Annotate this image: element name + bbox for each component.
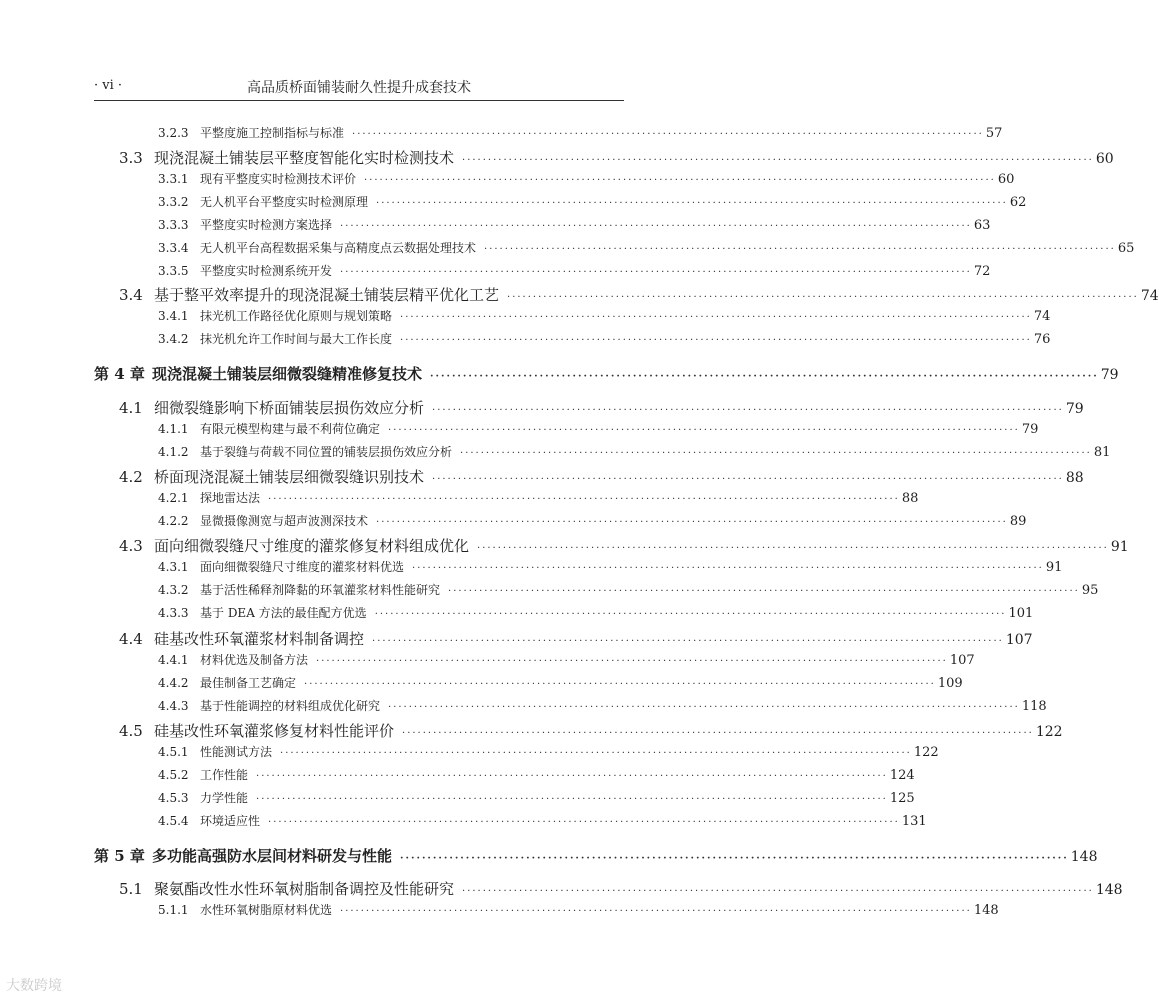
toc-entry-number: 3.3.3 [158,218,189,232]
toc-subsection-row [158,558,1063,575]
toc-entry-title: 无人机平台高程数据采集与高精度点云数据处理技术 [200,241,477,255]
toc-dot-leader: ·························································································································· [372,636,1004,647]
toc-entry-number: 4.3.2 [158,583,189,597]
toc-dot-leader: ·························································································································· [352,129,984,140]
toc-dot-leader: ·························································································································· [402,728,1034,739]
toc-subsection-row [158,901,999,918]
toc-dot-leader: ·························································································································· [507,292,1139,303]
toc-dot-leader: ·························································································································· [340,221,972,232]
toc-subsection-row [158,674,963,691]
toc-entry-page: 101 [1008,606,1034,621]
toc-entry-page: 131 [901,814,927,829]
toc-entry-number: 5.1 [119,880,143,898]
toc-entry-number: 3.4.2 [158,332,189,346]
toc-entry-number: 4.5.1 [158,745,189,759]
toc-subsection-row [158,581,1099,598]
toc-section-row [119,397,1084,418]
toc-entry-number: 3.2.3 [158,126,189,140]
toc-entry-title: 基于活性稀释剂降黏的环氧灌浆材料性能研究 [200,583,441,597]
toc-entry-page: 88 [901,491,919,506]
toc-entry-title: 现有平整度实时检测技术评价 [200,172,357,186]
toc-subsection-row [158,239,1135,256]
toc-dot-leader: ·························································································································· [462,886,1094,897]
toc-entry-page: 72 [973,264,991,279]
toc-subsection-row [158,443,1111,460]
toc-entry-title: 基于裂缝与荷载不同位置的铺装层损伤效应分析 [200,445,453,459]
toc-entry-title: 现浇混凝土铺装层平整度智能化实时检测技术 [154,149,455,167]
toc-chapter-row [94,363,1119,384]
toc-entry-page: 89 [1009,514,1027,529]
toc-entry-page: 148 [1070,849,1098,865]
toc-entry-title: 多功能高强防水层间材料研发与性能 [152,847,393,865]
toc-subsection-row [158,812,927,829]
toc-entry-page: 60 [1095,151,1114,167]
toc-entry-title: 硅基改性环氧灌浆修复材料性能评价 [154,722,395,740]
toc-entry-page: 63 [973,218,991,233]
toc-entry-number: 3.3.1 [158,172,189,186]
toc-dot-leader: ·························································································································· [268,494,900,505]
toc-dot-leader: ·························································································································· [400,335,1032,346]
toc-entry-number: 3.3.2 [158,195,189,209]
toc-dot-leader: ·························································································································· [400,312,1032,323]
toc-dot-leader: ·························································································································· [477,543,1109,554]
toc-entry-number: 4.1 [119,399,143,417]
toc-chapter-row [94,845,1098,866]
toc-entry-page: 122 [1035,724,1063,740]
toc-entry-title: 聚氨酯改性水性环氧树脂制备调控及性能研究 [154,880,455,898]
toc-dot-leader: ·························································································································· [280,748,912,759]
toc-entry-page: 122 [913,745,939,760]
toc-entry-title: 平整度实时检测方案选择 [200,218,333,232]
toc-entry-title: 最佳制备工艺确定 [200,676,297,690]
toc-dot-leader: ·························································································································· [400,853,1069,864]
toc-entry-number: 4.5.3 [158,791,189,805]
toc-entry-title: 抹光机工作路径优化原则与规划策略 [200,309,393,323]
toc-entry-number: 4.4.2 [158,676,189,690]
toc-entry-title: 性能测试方法 [200,745,273,759]
toc-dot-leader: ·························································································································· [256,794,888,805]
toc-entry-page: 79 [1021,422,1039,437]
toc-entry-page: 91 [1045,560,1063,575]
toc-entry-number: 4.2.1 [158,491,189,505]
toc-subsection-row [158,789,915,806]
toc-dot-leader: ·························································································································· [460,448,1092,459]
toc-dot-leader: ·························································································································· [256,771,888,782]
toc-entry-page: 148 [973,903,999,918]
toc-entry-number: 4.4 [119,630,143,648]
toc-subsection-row [158,420,1039,437]
toc-entry-number: 4.3 [119,537,143,555]
toc-entry-page: 118 [1021,699,1047,714]
toc-entry-page: 107 [949,653,975,668]
toc-entry-title: 工作性能 [200,768,249,782]
toc-entry-title: 基于整平效率提升的现浇混凝土铺装层精平优化工艺 [154,286,500,304]
toc-dot-leader: ·························································································································· [448,586,1080,597]
toc-section-row [119,535,1129,556]
toc-section-row [119,147,1114,168]
toc-subsection-row [158,766,915,783]
toc-entry-number: 4.4.1 [158,653,189,667]
toc-entry-page: 109 [937,676,963,691]
toc-entry-title: 桥面现浇混凝土铺装层细微裂缝识别技术 [154,468,425,486]
toc-subsection-row [158,604,1034,621]
toc-entry-title: 平整度施工控制指标与标准 [200,126,345,140]
toc-subsection-row [158,697,1047,714]
toc-dot-leader: ·························································································································· [432,474,1064,485]
toc-subsection-row [158,216,991,233]
toc-dot-leader: ·························································································································· [376,517,1008,528]
toc-entry-title: 面向细微裂缝尺寸维度的灌浆材料优选 [200,560,405,574]
toc-dot-leader: ·························································································································· [432,405,1064,416]
toc-entry-number: 4.5.4 [158,814,189,828]
toc-section-row [119,466,1084,487]
toc-entry-page: 81 [1093,445,1111,460]
toc-dot-leader: ·························································································································· [462,155,1094,166]
toc-entry-title: 基于 DEA 方法的最佳配方优选 [200,606,367,620]
toc-entry-page: 60 [997,172,1015,187]
toc-entry-page: 74 [1140,288,1159,304]
toc-entry-title: 力学性能 [200,791,249,805]
toc-entry-title: 材料优选及制备方法 [200,653,309,667]
toc-entry-number: 4.1.2 [158,445,189,459]
toc-entry-number: 4.4.3 [158,699,189,713]
toc-section-row [119,284,1159,305]
toc-entry-number: 4.2.2 [158,514,189,528]
toc-entry-title: 平整度实时检测系统开发 [200,264,333,278]
toc-dot-leader: ·························································································································· [374,609,1007,620]
toc-entry-number: 4.3.3 [158,606,189,620]
toc-entry-title: 抹光机允许工作时间与最大工作长度 [200,332,393,346]
toc-subsection-row [158,193,1027,210]
toc-entry-page: 79 [1065,401,1084,417]
toc-entry-page: 76 [1033,332,1051,347]
toc-entry-number: 4.2 [119,468,143,486]
toc-subsection-row [158,330,1051,347]
toc-entry-title: 环境适应性 [200,814,261,828]
toc-dot-leader: ·························································································································· [376,198,1008,209]
toc-section-row [119,878,1123,899]
toc-subsection-row [158,489,919,506]
running-title: 高品质桥面铺装耐久性提升成套技术 [247,80,471,96]
toc-entry-page: 62 [1009,195,1027,210]
toc-dot-leader: ·························································································································· [484,244,1116,255]
toc-entry-title: 探地雷达法 [200,491,261,505]
toc-entry-number: 3.4 [119,286,143,304]
toc-entry-number: 3.4.1 [158,309,189,323]
toc-entry-page: 88 [1065,470,1084,486]
toc-entry-page: 79 [1100,367,1119,383]
toc-subsection-row [158,512,1027,529]
toc-entry-number: 第 5 章 [94,847,145,865]
toc-section-row [119,720,1063,741]
toc-dot-leader: ·························································································································· [304,679,936,690]
toc-entry-title: 现浇混凝土铺装层细微裂缝精准修复技术 [152,365,423,383]
toc-dot-leader: ·························································································································· [316,656,948,667]
toc-entry-number: 4.1.1 [158,422,189,436]
toc-subsection-row [158,307,1051,324]
toc-entry-number: 4.3.1 [158,560,189,574]
toc-entry-page: 125 [889,791,915,806]
toc-entry-page: 65 [1117,241,1135,256]
toc-entry-title: 细微裂缝影响下桥面铺装层损伤效应分析 [154,399,425,417]
toc-entry-number: 3.3.5 [158,264,189,278]
toc-subsection-row [158,124,1003,141]
toc-dot-leader: ·························································································································· [340,906,972,917]
toc-section-row [119,628,1033,649]
toc-entry-title: 显微摄像测宽与超声波测深技术 [200,514,369,528]
toc-entry-title: 面向细微裂缝尺寸维度的灌浆修复材料组成优化 [154,537,470,555]
toc-entry-number: 3.3.4 [158,241,189,255]
toc-entry-number: 4.5 [119,722,143,740]
toc-entry-page: 95 [1081,583,1099,598]
toc-entry-title: 有限元模型构建与最不利荷位确定 [200,422,381,436]
toc-entry-number: 4.5.2 [158,768,189,782]
toc-entry-number: 3.3 [119,149,143,167]
toc-subsection-row [158,651,975,668]
toc-entry-number: 第 4 章 [94,365,145,383]
toc-subsection-row [158,262,991,279]
toc-dot-leader: ·························································································································· [340,267,972,278]
toc-entry-title: 基于性能调控的材料组成优化研究 [200,699,381,713]
toc-entry-page: 107 [1005,632,1033,648]
toc-entry-title: 硅基改性环氧灌浆材料制备调控 [154,630,365,648]
toc-dot-leader: ·························································································································· [388,425,1020,436]
toc-entry-page: 74 [1033,309,1051,324]
toc-dot-leader: ·························································································································· [364,175,996,186]
watermark: 大数跨境 [6,978,62,994]
toc-dot-leader: ·························································································································· [388,702,1020,713]
toc-entry-page: 124 [889,768,915,783]
toc-entry-title: 水性环氧树脂原材料优选 [200,903,333,917]
toc-entry-title: 无人机平台平整度实时检测原理 [200,195,369,209]
toc-entry-page: 57 [985,126,1003,141]
page-number: · vi · [94,78,123,93]
toc-dot-leader: ·························································································································· [412,563,1044,574]
toc-subsection-row [158,170,1015,187]
toc-subsection-row [158,743,939,760]
toc-entry-page: 148 [1095,882,1123,898]
toc-dot-leader: ·························································································································· [268,817,900,828]
toc-dot-leader: ·························································································································· [430,371,1099,382]
toc-entry-page: 91 [1110,539,1129,555]
toc-entry-number: 5.1.1 [158,903,189,917]
